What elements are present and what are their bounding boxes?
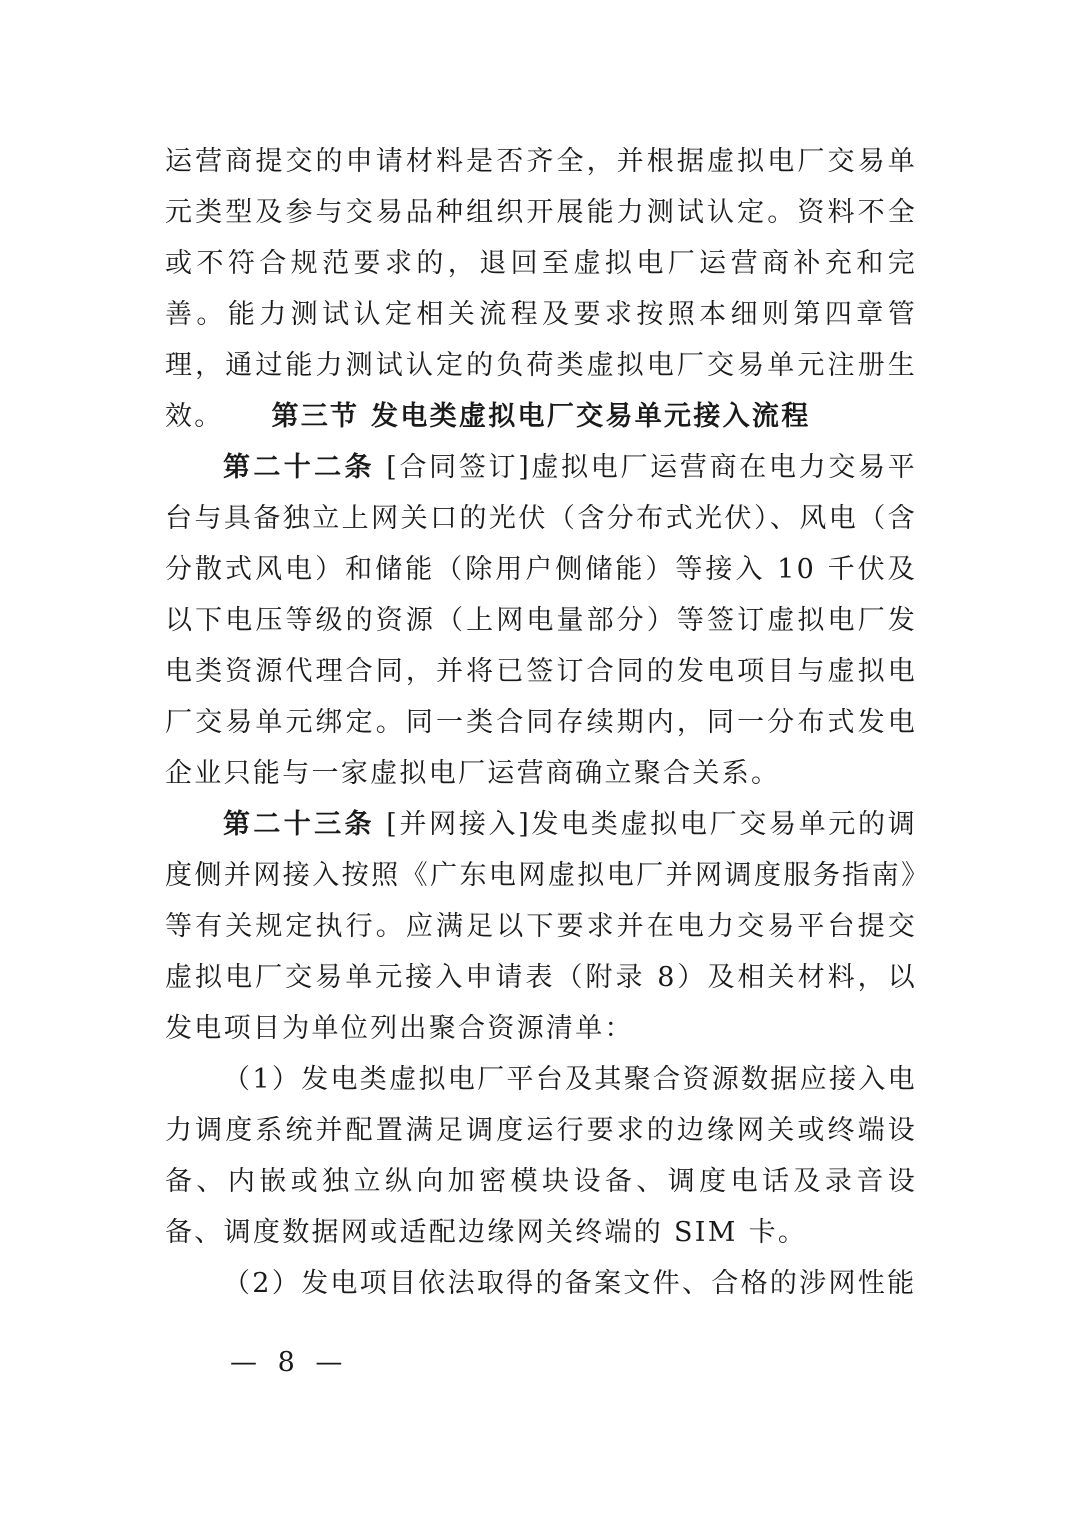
article-22-text: [合同签订]虚拟电厂运营商在电力交易平台与具备独立上网关口的光伏（含分布式光伏）、风电（含分散式风电）和储能（除用户侧储能）等接入 10 千伏及以下电压等级的资源（上网电量部分）等签订虚拟电厂发电类资源代理合同，并将已签订合同的发电项目与虚拟电厂交易单元绑定。同一类合同存续期内，同一分布式发电企业只能与一家虚拟电厂运营商确立聚合关系。 (165, 452, 917, 789)
list-item-2: （2）发电项目依法取得的备案文件、合格的涉网性能 (223, 1268, 917, 1299)
article-23-paragraph (165, 799, 917, 1054)
article-23-number: 第二十三条 (223, 809, 375, 840)
item-1-block (165, 1054, 917, 1258)
article-23-block (165, 799, 917, 1054)
page-number: — 8 — (230, 1347, 349, 1378)
section-heading: 第三节 发电类虚拟电厂交易单元接入流程 (271, 401, 811, 432)
article-23-text: [并网接入]发电类虚拟电厂交易单元的调度侧并网接入按照《广东电网虚拟电厂并网调度服务指南》等有关规定执行。应满足以下要求并在电力交易平台提交虚拟电厂交易单元接入申请表（附录 8）及相关材料，以发电项目为单位列出聚合资源清单： (165, 809, 917, 1044)
item-2-block (165, 1258, 917, 1309)
article-22-number: 第二十二条 (223, 452, 375, 483)
article-22-block (165, 442, 917, 799)
list-item-1: （1）发电类虚拟电厂平台及其聚合资源数据应接入电力调度系统并配置满足调度运行要求的边缘网关或终端设备、内嵌或独立纵向加密模块设备、调度电话及录音设备、调度数据网或适配边缘网关终端的 SIM 卡。 (165, 1064, 917, 1248)
continued-paragraph: 运营商提交的申请材料是否齐全，并根据虚拟电厂交易单元类型及参与交易品种组织开展能力测试认定。资料不全或不符合规范要求的，退回至虚拟电厂运营商补充和完善。能力测试认定相关流程及要求按照本细则第四章管理，通过能力测试认定的负荷类虚拟电厂交易单元注册生效。 (165, 146, 917, 432)
article-22-paragraph (165, 442, 917, 799)
